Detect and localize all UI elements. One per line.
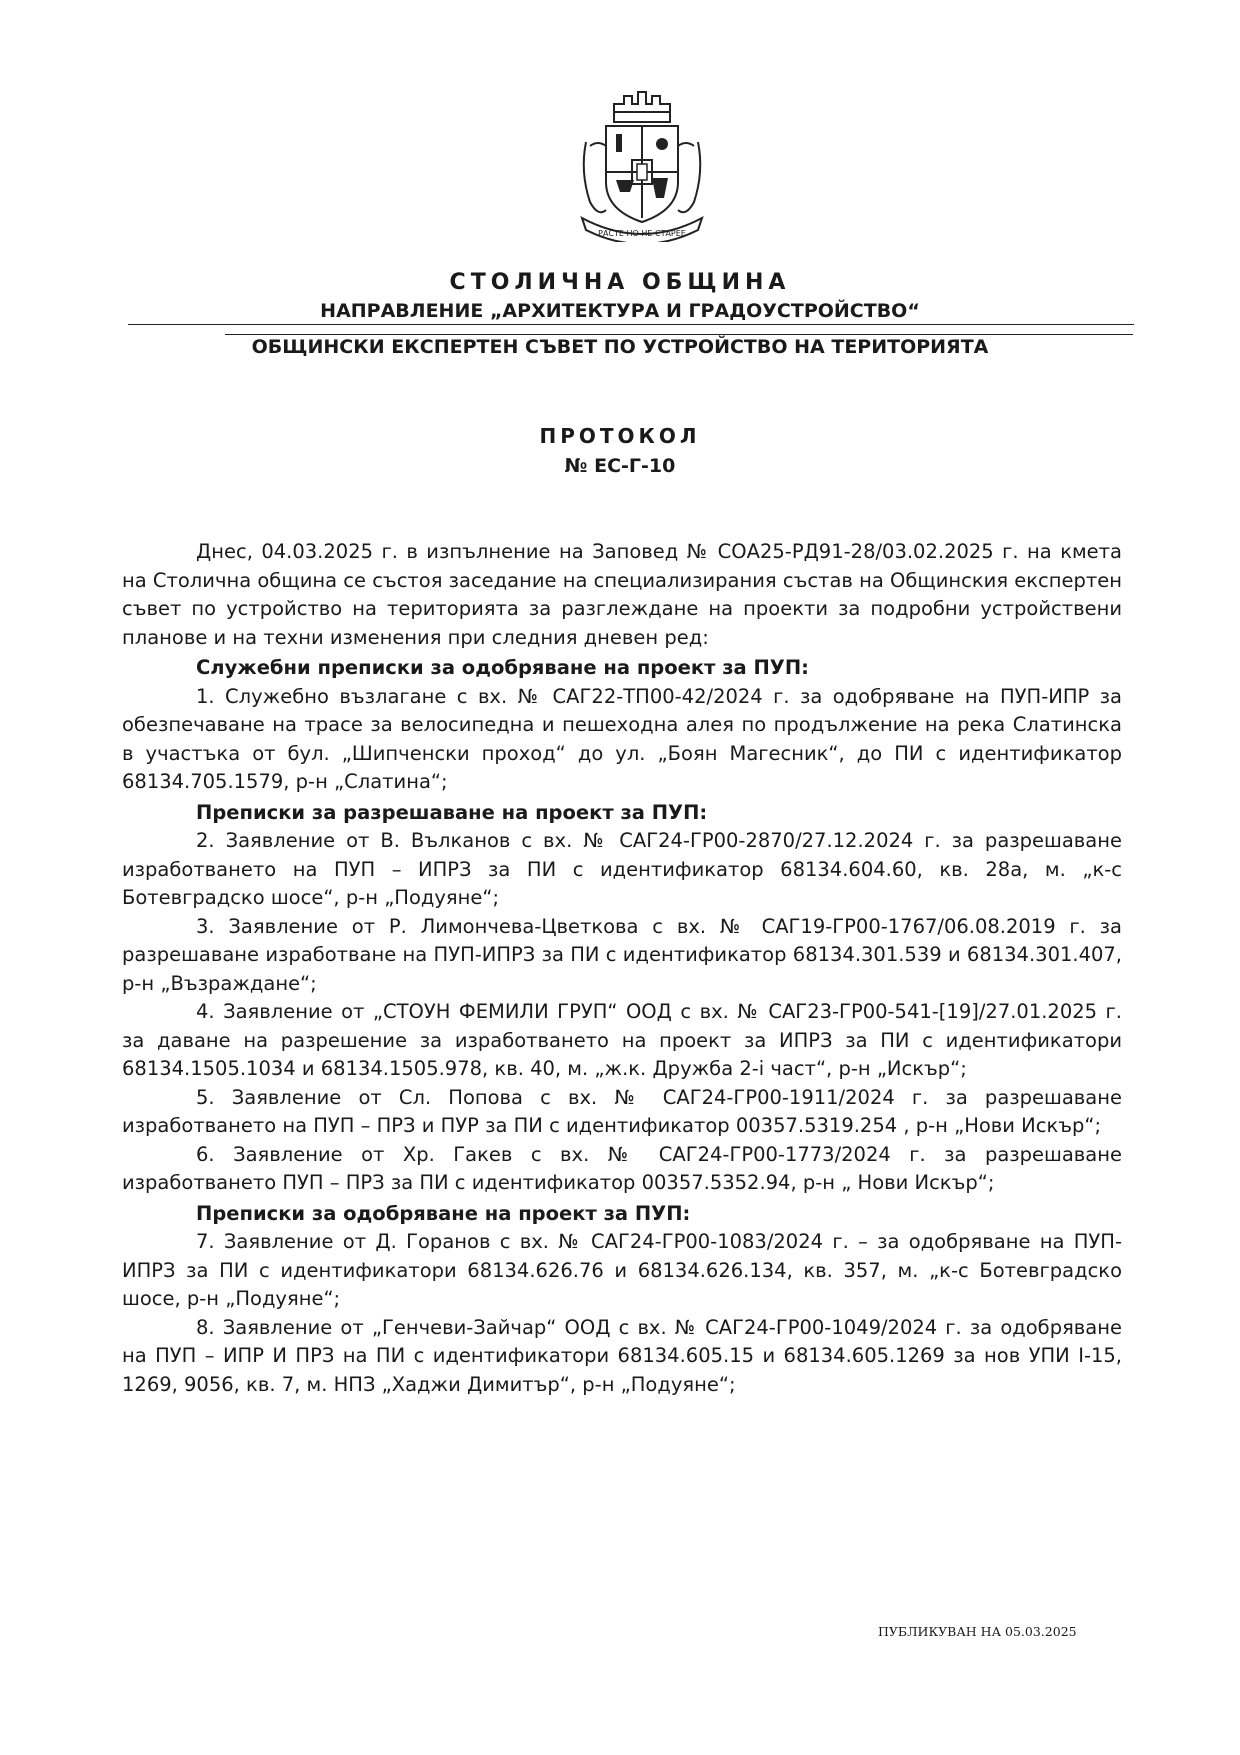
header-divider [225,334,1133,335]
agenda-item: 5. Заявление от Сл. Попова с вх. № САГ24-ГР00-1911/2024 г. за разрешаване изработването на ПУП – ПРЗ и ПУР за ПИ с идентификатор 00357.5319.254 , р-н „Нови Искър“; [122,1085,1122,1137]
protocol-title: ПРОТОКОЛ [539,424,701,448]
section-heading: Преписки за одобряване на проект за ПУП: [196,1201,691,1225]
protocol-number: № ЕС-Г-10 [564,455,676,477]
crest-motto: РАСТЕ НО НЕ СТАРЕЕ [598,229,686,238]
municipality-crest-icon [576,82,708,242]
agenda-item: 4. Заявление от „СТОУН ФЕМИЛИ ГРУП“ ООД с вх. № САГ23-ГР00-541-[19]/27.01.2025 г. за даване на разрешение за изработването на проект за ИПРЗ за ПИ с идентификатори 68134.1505.1034 и 68134.1505.978, кв. 40, м. „ж.к. Дружба 2-i част“, р-н „Искър“; [122,1000,1122,1080]
agenda-item: 3. Заявление от Р. Лимончева-Цветкова с вх. № САГ19-ГР00-1767/06.08.2019 г. за разрешаване изработване на ПУП-ИПРЗ за ПИ с идентификатор 68134.301.539 и 68134.301.407, р-н „Възраждане“; [122,914,1122,995]
intro-paragraph: Днес, 04.03.2025 г. в изпълнение на Заповед № СОА25-РД91-28/03.02.2025 г. на кмета на Столична община се състоя заседание на специализирания състав на Общинския експертен съвет по устройство на територията за разглеждане на проекти за подробни устройствени планове и на техни изменения при следния дневен ред: [122,540,1122,649]
protocol-body [122,538,1122,1399]
agenda-item: 2. Заявление от В. Вълканов с вх. № САГ24-ГР00-2870/27.12.2024 г. за разрешаване изработването на ПУП – ИПРЗ за ПИ с идентификатор 68134.604.60, кв. 28а, м. „к-с Ботевградско шосе“, р-н „Подуяне“; [122,829,1122,909]
header-divider [128,324,1134,325]
council-title: ОБЩИНСКИ ЕКСПЕРТЕН СЪВЕТ ПО УСТРОЙСТВО НА ТЕРИТОРИЯТА [251,336,989,358]
agenda-item: 7. Заявление от Д. Горанов с вх. № САГ24-ГР00-1083/2024 г. – за одобряване на ПУП-ИПРЗ за ПИ с идентификатори 68134.626.76 и 68134.626.134, кв. 357, м. „к-с Ботевградско шосе, р-н „Подуяне“; [122,1230,1122,1310]
agenda-item: 8. Заявление от „Генчеви-Зайчар“ ООД с вх. № САГ24-ГР00-1049/2024 г. за одобряване на ПУП – ИПР И ПРЗ на ПИ с идентификатори 68134.605.15 и 68134.605.1269 за нов УПИ I-15, 1269, 9056, кв. 7, м. НПЗ „Хаджи Димитър“, р-н „Подуяне“; [122,1315,1122,1396]
published-stamp: ПУБЛИКУВАН НА 05.03.2025 [878,1624,1077,1639]
section-heading: Служебни преписки за одобряване на проект за ПУП: [196,656,809,679]
department-title: НАПРАВЛЕНИЕ „АРХИТЕКТУРА И ГРАДОУСТРОЙСТВО“ [320,300,920,322]
agenda-item: 1. Служебно възлагане с вх. № САГ22-ТП00-42/2024 г. за одобряване на ПУП-ИПР за обезпечаване на трасе за велосипедна и пешеходна алея по продължение на река Слатинска в участъка от бул. „Шипченски проход“ до ул. „Боян Магесник“, до ПИ с идентификатор 68134.705.1579, р-н „Слатина“; [122,684,1122,793]
organization-title: СТОЛИЧНА ОБЩИНА [449,270,791,295]
agenda-item: 6. Заявление от Хр. Гакев с вх. № САГ24-ГР00-1773/2024 г. за разрешаване изработването ПУП – ПРЗ за ПИ с идентификатор 00357.5352.94, р-н „ Нови Искър“; [122,1142,1122,1194]
section-heading: Преписки за разрешаване на проект за ПУП: [196,800,708,824]
